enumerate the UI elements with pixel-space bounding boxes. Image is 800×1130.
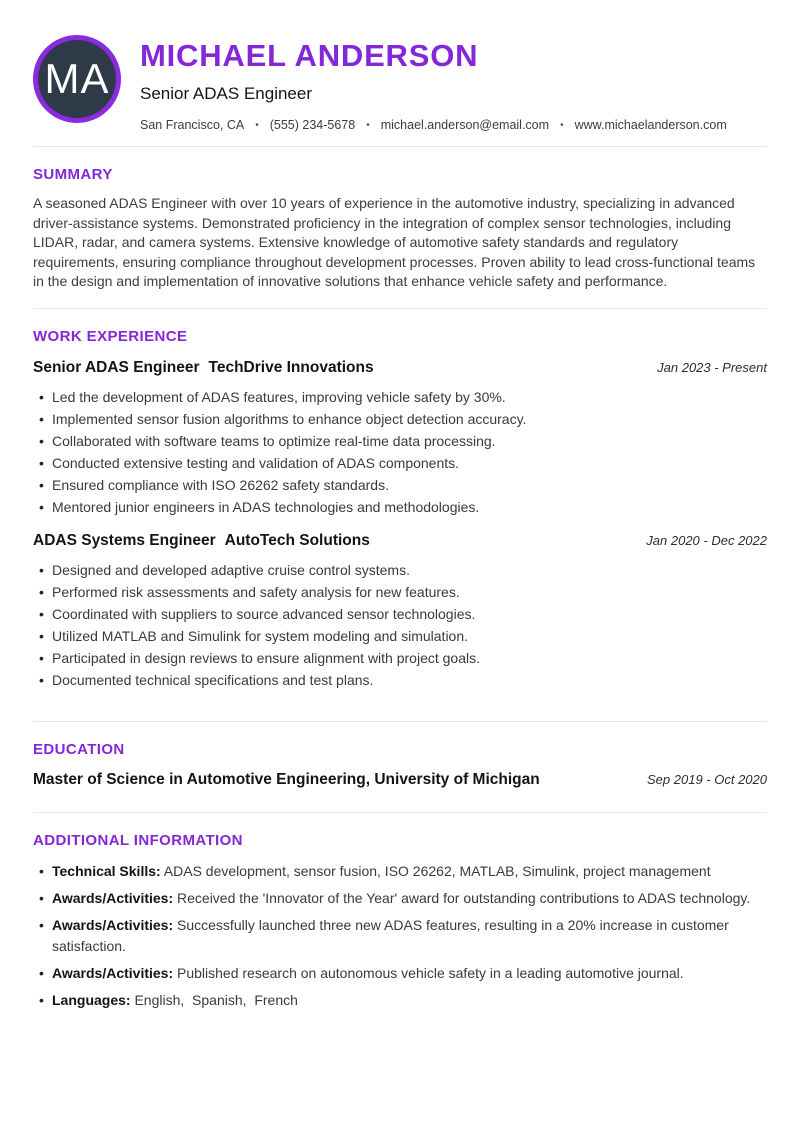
job-entry-header: [33, 359, 767, 377]
info-item-label: Languages:: [52, 991, 131, 1008]
summary-text: A seasoned ADAS Engineer with over 10 years of experience in the automotive industry, specializing in advanced driver-assistance systems. Demonstrated proficiency in the integration of complex sensor technologies, including LIDAR, radar, and camera systems. Extensive knowledge of automotive safety standards and regulatory requirements, ensuring compliance throughout development processes. Proven ability to lead cross-functional teams in the design and implementation of innovative solutions that enhance vehicle safety and performance.: [33, 195, 756, 290]
info-item-text: Received the 'Innovator of the Year' award for outstanding contributions to ADAS technology.: [177, 889, 751, 906]
contact-phone: (555) 234-5678: [269, 118, 356, 133]
job-title-line: [33, 532, 370, 550]
info-item-label: Awards/Activities:: [52, 916, 174, 933]
bullet-item: • Utilized MATLAB and Simulink for system modeling and simulation.: [33, 625, 767, 647]
bullet-item: • Mentored junior engineers in ADAS technologies and methodologies.: [33, 496, 767, 518]
contact-separator-dot: •: [560, 119, 564, 131]
contact-row: [140, 118, 727, 132]
section-divider: [33, 308, 767, 309]
bullet-item: • Ensured compliance with ISO 26262 safety standards.: [33, 474, 767, 496]
education-dates: Sep 2019 - Oct 2020: [647, 771, 767, 787]
work-experience-heading: WORK EXPERIENCE: [33, 327, 188, 345]
summary-section: [33, 166, 767, 292]
summary-heading: SUMMARY: [33, 166, 113, 184]
additional-info-list: [33, 861, 767, 1011]
section-divider: [33, 721, 767, 722]
bullet-item: • Designed and developed adaptive cruise control systems.: [33, 559, 767, 581]
avatar-initials: MA: [44, 55, 110, 102]
contact-separator-dot: •: [366, 119, 370, 131]
candidate-name: MICHAEL ANDERSON: [140, 38, 479, 73]
info-item-text: Published research on autonomous vehicle safety in a leading automotive journal.: [177, 964, 684, 981]
bullet-item: • Led the development of ADAS features, improving vehicle safety by 30%.: [33, 386, 767, 408]
job-bullet-list: [33, 386, 767, 518]
education-degree: Master of Science in Automotive Engineering, University of Michigan: [33, 770, 540, 788]
info-item-text: English, Spanish, French: [134, 991, 298, 1008]
info-item-text: Successfully launched three new ADAS features, resulting in a 20% increase in customer satisfaction.: [52, 916, 733, 954]
bullet-item: • Collaborated with software teams to optimize real-time data processing.: [33, 430, 767, 452]
bullet-item: • Conducted extensive testing and validation of ADAS components.: [33, 452, 767, 474]
job-dates: Jan 2023 - Present: [657, 359, 767, 375]
info-item: [33, 861, 767, 882]
info-item-text: ADAS development, sensor fusion, ISO 26262, MATLAB, Simulink, project management: [163, 862, 711, 879]
additional-info-heading: ADDITIONAL INFORMATION: [33, 831, 243, 849]
bullet-item: • Coordinated with suppliers to source advanced sensor technologies.: [33, 603, 767, 625]
resume-header: [33, 0, 767, 146]
job-bullet-list: [33, 559, 767, 691]
bullet-item: • Implemented sensor fusion algorithms to enhance object detection accuracy.: [33, 408, 767, 430]
job-entry: [33, 532, 767, 691]
section-divider: [33, 812, 767, 813]
job-position: ADAS Systems Engineer: [33, 531, 216, 549]
info-item-label: Awards/Activities:: [52, 889, 174, 906]
header-identity: [140, 35, 727, 132]
bullet-item: • Performed risk assessments and safety analysis for new features.: [33, 581, 767, 603]
job-title-line: [33, 359, 374, 377]
info-item: [33, 963, 767, 984]
contact-location: San Francisco, CA: [140, 118, 245, 133]
education-heading: EDUCATION: [33, 740, 125, 758]
info-item-label: Technical Skills:: [52, 862, 161, 879]
job-dates: Jan 2020 - Dec 2022: [646, 532, 767, 548]
section-divider: [33, 146, 767, 147]
job-position: Senior ADAS Engineer: [33, 358, 200, 376]
info-item: [33, 888, 767, 909]
job-company: AutoTech Solutions: [224, 531, 370, 549]
avatar: [33, 35, 121, 123]
job-entry-header: [33, 532, 767, 550]
work-experience-section: [33, 328, 767, 721]
additional-info-section: [33, 832, 767, 1011]
info-item-label: Awards/Activities:: [52, 964, 174, 981]
job-company: TechDrive Innovations: [208, 358, 374, 376]
contact-website: www.michaelanderson.com: [574, 118, 727, 133]
info-item: [33, 990, 767, 1011]
info-item: [33, 915, 767, 957]
bullet-item: • Documented technical specifications and test plans.: [33, 669, 767, 691]
contact-email: michael.anderson@email.com: [380, 118, 550, 133]
candidate-job-title: Senior ADAS Engineer: [140, 84, 312, 104]
bullet-item: • Participated in design reviews to ensure alignment with project goals.: [33, 647, 767, 669]
education-section: [33, 741, 767, 789]
contact-separator-dot: •: [255, 119, 259, 131]
education-entry: [33, 771, 767, 789]
job-entry: [33, 359, 767, 518]
